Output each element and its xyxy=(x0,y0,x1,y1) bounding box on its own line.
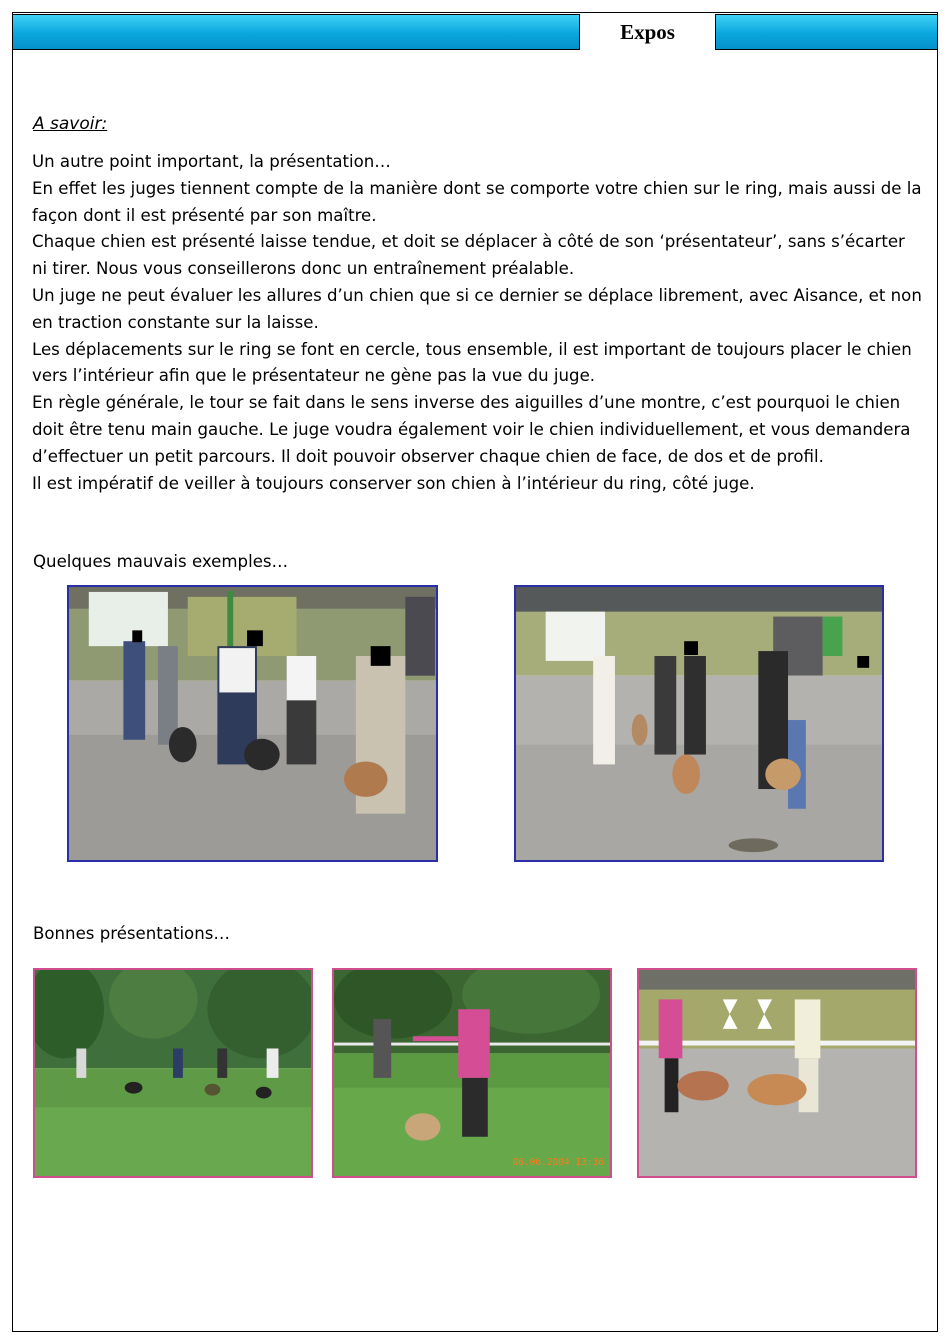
bad-example-photo-1 xyxy=(67,585,438,862)
paragraph: En effet les juges tiennent compte de la manière dont se comporte votre chien sur le ring, mais aussi de la façon dont il est présenté par son maître. xyxy=(32,178,922,225)
bad-examples-caption: Quelques mauvais exemples… xyxy=(33,552,289,571)
bad-example-photo-2 xyxy=(514,585,884,862)
good-example-photo-1 xyxy=(33,968,313,1178)
header-bar-right xyxy=(715,14,937,50)
photo-timestamp: 06.06.2004 13:36 xyxy=(512,1157,604,1168)
paragraph: Un autre point important, la présentation… xyxy=(32,152,391,171)
header-bar-left xyxy=(13,14,580,50)
paragraph: Un juge ne peut évaluer les allures d’un chien que si ce dernier se déplace librement, avec Aisance, et non en traction constante sur la laisse. xyxy=(32,285,922,332)
good-examples-caption: Bonnes présentations… xyxy=(33,924,230,943)
page-title: Expos xyxy=(620,19,675,44)
paragraph: Il est impératif de veiller à toujours conserver son chien à l’intérieur du ring, côté juge. xyxy=(32,473,755,493)
good-example-photo-2 xyxy=(332,968,612,1178)
section-subtitle: A savoir: xyxy=(33,114,108,134)
paragraph: Les déplacements sur le ring se font en cercle, tous ensemble, il est important de toujours placer le chien vers l’intérieur afin que le présentateur ne gène pas la vue du juge. xyxy=(32,339,912,386)
paragraph: En règle générale, le tour se fait dans le sens inverse des aiguilles d’une montre, c’est pourquoi le chien doit être tenu main gauche. Le juge voudra également voir le chien individuellement, et vous demandera d’effectuer un petit parcours. Il doit pouvoir observer chaque chien de face, de dos et de profil. xyxy=(32,393,911,466)
paragraph: Chaque chien est présenté laisse tendue, et doit se déplacer à côté de son ‘présentateur’, sans s’écarter ni tirer. Nous vous conseillerons donc un entraînement préalable. xyxy=(32,232,905,279)
good-example-photo-3 xyxy=(637,968,917,1178)
body-text xyxy=(32,149,922,497)
